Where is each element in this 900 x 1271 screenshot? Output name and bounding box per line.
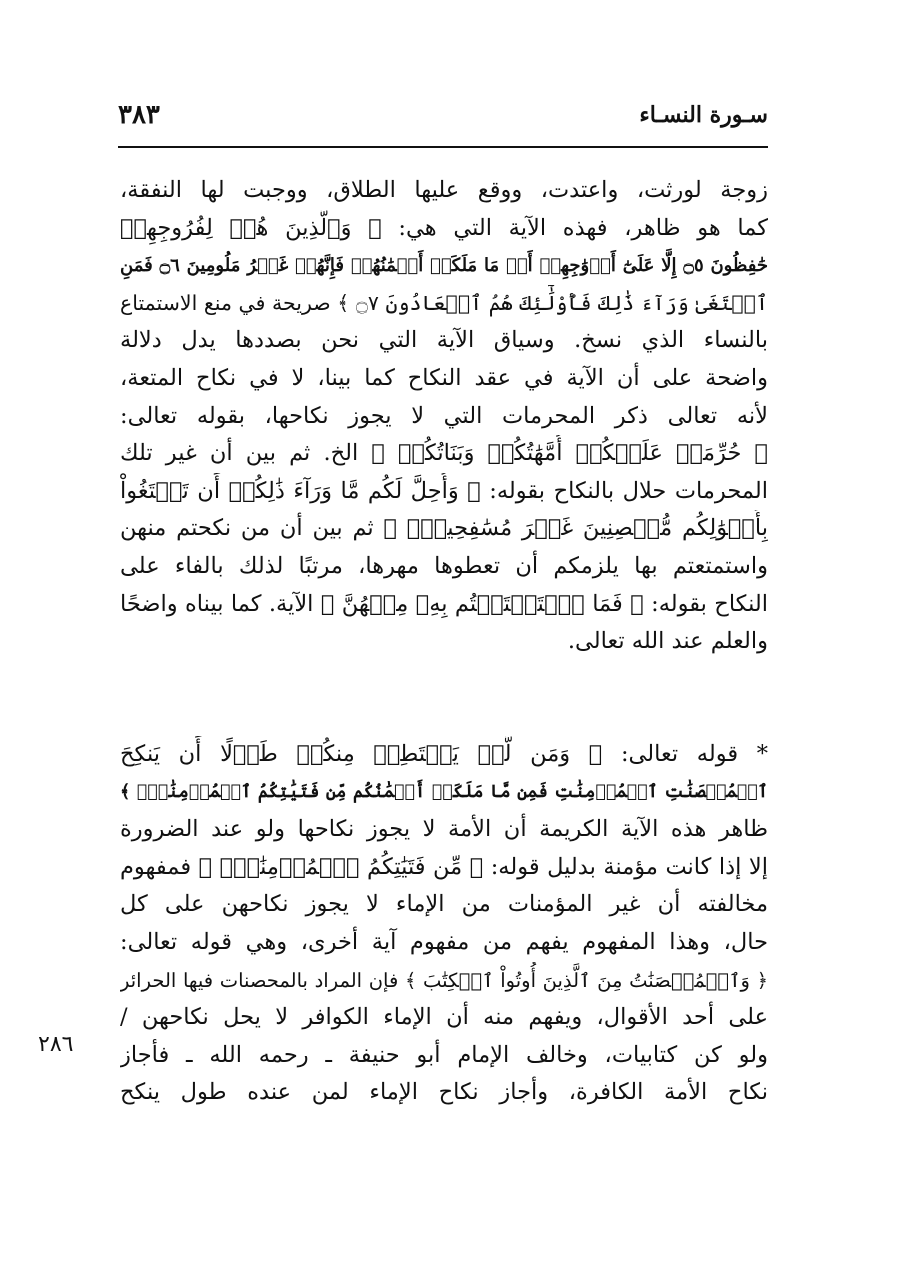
text-line: * قوله تعالى: ﴿ وَمَن لَّمۡ يَسۡتَطِعۡ مِنكُمۡ طَوۡلًا أَن يَنكِحَ [120,741,768,767]
text-line: كما هو ظاهر، فهذه الآية التي هي: ﴿ وَٱلَّذِينَ هُمۡ لِفُرُوجِهِمۡ [120,214,768,241]
margin-page-reference: ٢٨٦ [38,1032,74,1057]
paragraph-1 [120,172,768,661]
text-line: النكاح بقوله: ﴿ فَمَا ٱسۡتَمۡتَعۡتُم بِهِۦ مِنۡهُنَّ ﴾ الآية. كما بيناه واضحًا [120,590,768,617]
page-header [118,100,768,140]
quran-line: حَٰفِظُونَ ۝٥ إِلَّا عَلَىٰٓ أَزۡوَٰجِهِمۡ أَوۡ مَا مَلَكَتۡ أَيۡمَٰنُهُمۡ فَإِنَّهُمۡ غَيۡرُ مَلُومِينَ ۝٦ فَمَنِ [120,255,768,277]
text-line: بالنساء الذي نسخ. وسياق الآية التي نحن بصددها يدل دلالة [120,327,768,354]
text-line: ﴿ وَٱلۡمُحۡصَنَٰتُ مِنَ ٱلَّذِينَ أُوتُواْ ٱلۡكِتَٰبَ ﴾ فإن المراد بالمحصنات فيها الحرائر [120,968,768,992]
text-line: لأنه تعالى ذكر المحرمات التي لا يجوز نكاحها، بقوله تعالى: [120,402,768,429]
text-line: على أحد الأقوال، ويفهم منه أن الإماء الكوافر لا يحل نكاحهن / [120,1004,768,1031]
quran-line: ٱلۡمُحۡصَنَٰتِ ٱلۡمُؤۡمِنَٰتِ فَمِن مَّا مَلَكَتۡ أَيۡمَٰنُكُم مِّن فَتَيَٰتِكُمُ ٱلۡمُؤۡمِنَٰتِۚ ﴾ [120,781,768,802]
text-line: ظاهر هذه الآية الكريمة أن الأمة لا يجوز نكاحها ولو عند الضرورة [120,816,768,843]
text-line: ﴿ حُرِّمَتۡ عَلَيۡكُمۡ أُمَّهَٰتُكُمۡ وَبَنَاتُكُمۡ ﴾ الخ. ثم بين أن غير تلك [120,440,768,467]
text-line: والعلم عند الله تعالى. [567,628,768,655]
text-line: زوجة لورثت، واعتدت، ووقع عليها الطلاق، ووجبت لها النفقة، [120,177,768,203]
text-line: بِأَمۡوَٰلِكُم مُّحۡصِنِينَ غَيۡرَ مُسَٰفِحِينَۚ ﴾ ثم بين أن من نكحتم منهن [120,515,768,542]
text-line: حال، وهذا المفهوم يفهم من مفهوم آية أخرى، وهي قوله تعالى: [120,928,768,955]
header-divider [118,146,768,148]
text-line: واستمتعتم بها يلزمكم أن تعطوها مهرها، مرتبًا لذلك بالفاء على [120,552,768,579]
paragraph-2 [120,736,768,1112]
text-line: واضحة على أن الآية في عقد النكاح كما بينا، لا في نكاح المتعة، [120,364,768,391]
text-line: نكاح الأمة الكافرة، وأجاز نكاح الإماء لمن عنده طول ينكح [120,1079,768,1106]
text-line: المحرمات حلال بالنكاح بقوله: ﴿ وَأُحِلَّ لَكُم مَّا وَرَآءَ ذَٰلِكُمۡ أَن تَبۡتَغُواْ [120,477,768,504]
text-line: مخالفته أن غير المؤمنات من الإماء لا يجوز نكاحهن على كل [120,891,768,918]
running-title: سـورة النسـاء [639,102,768,128]
text-line: ٱبۡتَغَىٰ وَرَآءَ ذَٰلِكَ فَأُوْلَٰٓئِكَ هُمُ ٱلۡعَادُونَ ۝٧ ﴾ صريحة في منع الاستمتاع [120,290,768,315]
text-line: إلا إذا كانت مؤمنة بدليل قوله: ﴿ مِّن فَتَيَٰتِكُمُ ٱلۡمُؤۡمِنَٰتِۚ ﴾ فمفهوم [120,853,768,880]
page-number: ٣٨٣ [118,100,160,130]
text-line: ولو كن كتابيات، وخالف الإمام أبو حنيفة ـ رحمه الله ـ فأجاز [120,1041,768,1068]
